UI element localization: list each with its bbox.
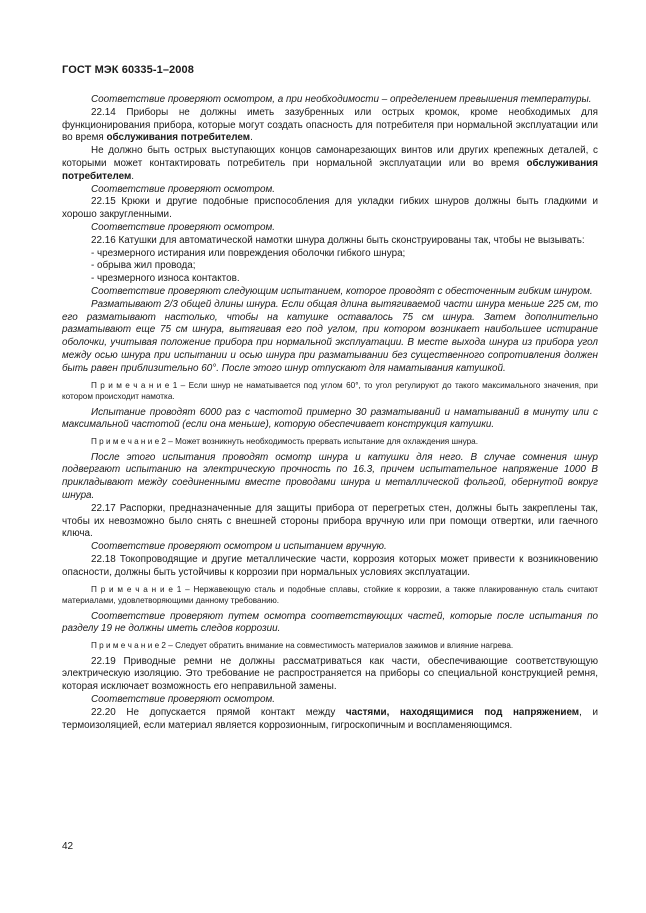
compliance-text: Соответствие проверяют осмотром и испытанием вручную. <box>91 541 387 553</box>
list-item: - чрезмерного износа контактов. <box>91 273 240 285</box>
clause-22-17: 22.17 Распорки, предназначенные для защиты прибора от перегретых стен, должны быть закреплены так, чтобы их невозможно было снять с внешней стороны прибора вручную или при помощи отвертки, или гаечного ключа. <box>62 502 598 540</box>
compliance-text: Соответствие проверяют осмотром. <box>91 221 276 233</box>
page-number: 42 <box>62 841 74 852</box>
compliance-text: Соответствие проверяют осмотром. <box>91 183 276 195</box>
clause-22-16: 22.16 Катушки для автоматической намотки шнура должны быть сконструированы так, чтобы не вызывать: <box>91 234 585 246</box>
compliance-text: Соответствие проверяют осмотром, а при необходимости – определением превышения температуры. <box>91 94 592 105</box>
note-label: П р и м е ч а н и е 2 <box>91 437 166 447</box>
clause-text: 22.20 Не допускается прямой контакт между <box>91 706 346 718</box>
compliance-text: Соответствие проверяют путем осмотра соответствующих частей, которые после испытания по разделу 19 не должны иметь следов коррозии. <box>62 610 598 635</box>
note <box>62 436 598 448</box>
note-text: – Нержавеющую сталь и подобные сплавы, стойкие к коррозии, а также плакированную сталь считают материалами, удовлетворяющими данному требованию. <box>62 584 598 606</box>
note-text: – Если шнур не наматывается под углом 60°, то угол регулируют до такого максимального значения, при котором происходит намотка. <box>62 380 598 402</box>
clause-text: , и термоизоляцией, если материал является коррозионным, гигроскопичным и воспламеняющимся. <box>62 706 598 731</box>
page-content <box>62 94 598 732</box>
note <box>62 584 598 607</box>
note-text: – Может возникнуть необходимость прервать испытание для охлаждения шнура. <box>165 437 478 447</box>
note-label: П р и м е ч а н и е 1 <box>91 380 178 390</box>
list-item: - обрыва жил провода; <box>91 260 196 272</box>
note-label: П р и м е ч а н и е 1 <box>91 584 182 594</box>
compliance-text: Соответствие проверяют осмотром. <box>91 694 276 706</box>
defined-term: частями, находящимися под напряжением <box>345 706 580 718</box>
compliance-text: Соответствие проверяют следующим испытанием, которое проводят с обесточенным гибким шнуром. <box>91 285 593 297</box>
note-text: – Следует обратить внимание на совместимость материалов зажимов и влияние нагрева. <box>165 641 514 651</box>
test-procedure: Разматывают 2/3 общей длины шнура. Если общая длина вытягиваемой части шнура меньше 225 см, то его разматывают настолько, чтобы на катушке оставалось 75 см шнура. Затем дополнительно разматывают еще 75 см шнура, вытягивая его под углом, при котором возникает наибольшее истирание оболочки, учитывая положение прибора при нормальной эксплуатации. В месте выхода шнура из прибора угол между осью шнура при испытании и осью шнура при разматывании без существенного сопротивления должен быть равен приблизительно 60°. После этого шнур отпускают для наматывания катушкой. <box>62 298 598 374</box>
clause-22-14 <box>62 107 598 145</box>
clause-22-14-para2 <box>62 145 598 183</box>
clause-22-15: 22.15 Крюки и другие подобные приспособления для укладки гибких шнуров должны быть гладкими и хорошо закругленными. <box>62 196 598 221</box>
standard-header: ГОСТ МЭК 60335-1–2008 <box>62 64 194 76</box>
clause-text: . <box>131 170 135 182</box>
clause-22-18: 22.18 Токопроводящие и другие металлические части, коррозия которых может привести к возникновению опасности, должны быть устойчивы к коррозии при нормальных условиях эксплуатации. <box>62 554 598 578</box>
test-procedure: После этого испытания проводят осмотр шнура и катушки для него. В случае сомнения шнур подвергают испытанию на электрическую прочность по 16.3, причем испытательное напряжение 1000 В прикладывают между соединенными вместе проводами шнура и металлической фольгой, обернутой вокруг шнура. <box>62 451 598 502</box>
note <box>62 380 598 403</box>
clause-text: . <box>250 132 253 144</box>
defined-term: обслуживания потребителем <box>106 132 251 144</box>
note-label: П р и м е ч а н и е 2 <box>91 641 166 651</box>
defined-term: обслуживания потребителем <box>62 157 598 182</box>
clause-22-20 <box>62 707 598 733</box>
clause-22-19: 22.19 Приводные ремни не должны рассматриваться как части, обеспечивающие соответствующую электрическую изоляцию. Это требование не распространяется на приборы со специальной конструкцией ремня, которая исключает возможность его неправильной замены. <box>62 655 598 693</box>
clause-text: 22.14 Приборы не должны иметь зазубренных или острых кромок, кроме необходимых для функционирования прибора, которые могут создать опасность для потребителя при нормальной эксплуатации или во время <box>62 106 598 144</box>
note <box>62 640 598 652</box>
list-item: - чрезмерного истирания или повреждения оболочки гибкого шнура; <box>91 247 406 259</box>
clause-text: Не должно быть острых выступающих концов самонарезающих винтов или других крепежных деталей, с которыми может контактировать потребитель при нормальной эксплуатации или во время <box>62 145 598 169</box>
test-procedure: Испытание проводят 6000 раз с частотой примерно 30 разматываний и наматываний в минуту или с максимальной частотой (если она меньше), которую обеспечивает конструкция катушки. <box>62 406 598 431</box>
